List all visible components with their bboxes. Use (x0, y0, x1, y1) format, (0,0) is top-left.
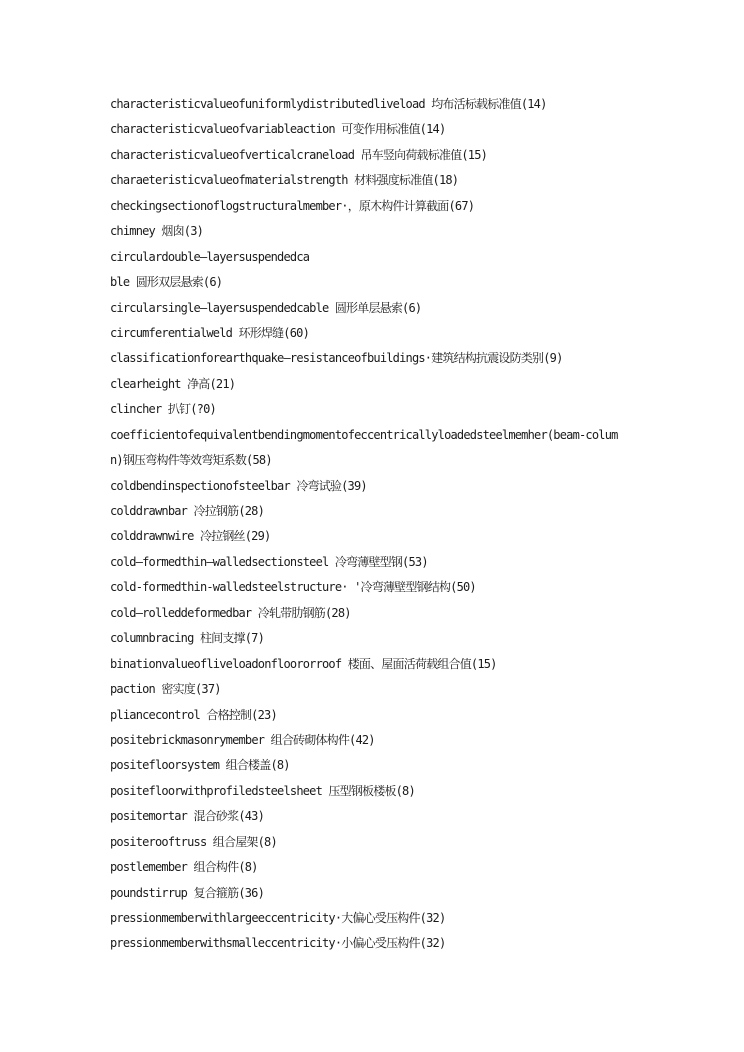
glossary-list (110, 92, 710, 957)
glossary-entry: positefloorwithprofiledsteelsheet 压型钢板楼板(8) (110, 783, 415, 798)
glossary-entry: coefficientofequivalentbendingmomentofeccentricallyloadedsteelmemher(beam-colum (110, 427, 618, 442)
glossary-entry: colddrawnwire 冷拉钢丝(29) (110, 529, 271, 544)
glossary-entry: postlemember 组合构件(8) (110, 860, 258, 875)
glossary-entry: positebrickmasonrymember 组合砖砌体构件(42) (110, 732, 375, 747)
glossary-entry: charaeteristicvalueofmaterialstrength 材料强度标准值(18) (110, 173, 459, 188)
glossary-entry: columnbracing 柱间支撑(7) (110, 631, 265, 646)
glossary-entry: classificationforearthquake—resistanceofbuildings·建筑结构抗震设防类别(9) (110, 351, 563, 366)
glossary-entry: paction 密实度(37) (110, 682, 221, 697)
glossary-entry: pliancecontrol 合格控制(23) (110, 707, 277, 722)
glossary-entry: colddrawnbar 冷拉钢筋(28) (110, 504, 265, 518)
glossary-entry: cold—rolleddeformedbar 冷轧带肋钢筋(28) (110, 605, 351, 620)
glossary-entry: characteristicvalueofvariableaction 可变作用标准值(14) (110, 122, 446, 137)
glossary-entry: positemortar 混合砂浆(43) (110, 809, 265, 824)
glossary-entry: poundstirrup 复合箍筋(36) (110, 885, 265, 900)
glossary-entry: pressionmemberwithsmalleccentricity·小偏心受压构件(32) (110, 936, 446, 951)
glossary-entry: characteristicvalueofuniformlydistributedliveload 均布活标载标准值(14) (110, 97, 547, 111)
glossary-entry: n)钢压弯构件等效弯矩系数(58) (110, 453, 272, 468)
glossary-entry: checkingsectionoflogstructuralmember·，原木构件计算截面(67) (110, 198, 475, 213)
glossary-entry: cold-formedthin-walledsteelstructure· '冷弯薄壁型钢结构(50) (110, 580, 476, 595)
glossary-entry: chimney 烟囱(3) (110, 224, 204, 239)
glossary-entry: positefloorsystem 组合楼盖(8) (110, 758, 290, 773)
glossary-entry: binationvalueofliveloadonfloororroof 楼面、屋面活荷载组合值(15) (110, 656, 497, 671)
glossary-entry: circularsingle—layersuspendedcable 圆形单层悬索(6) (110, 300, 422, 315)
glossary-entry: circumferentialweld 环形焊缝(60) (110, 325, 309, 340)
glossary-entry: clincher 扒钉(?0) (110, 402, 216, 417)
glossary-entry: ble 圆形双层悬索(6) (110, 275, 223, 290)
glossary-entry: cold—formedthin—walledsectionsteel 冷弯薄壁型钢(53) (110, 554, 428, 569)
glossary-entry: coldbendinspectionofsteelbar 冷弯试验(39) (110, 478, 367, 493)
glossary-entry: circulardouble—layersuspendedca (110, 249, 310, 264)
glossary-entry: pressionmemberwithlargeeccentricity·大偏心受压构件(32) (110, 911, 446, 925)
glossary-entry: characteristicvalueofverticalcraneload 吊车竖向荷载标准值(15) (110, 147, 488, 162)
glossary-entry: positerooftruss 组合屋架(8) (110, 834, 277, 849)
glossary-entry: clearheight 净高(21) (110, 376, 236, 391)
